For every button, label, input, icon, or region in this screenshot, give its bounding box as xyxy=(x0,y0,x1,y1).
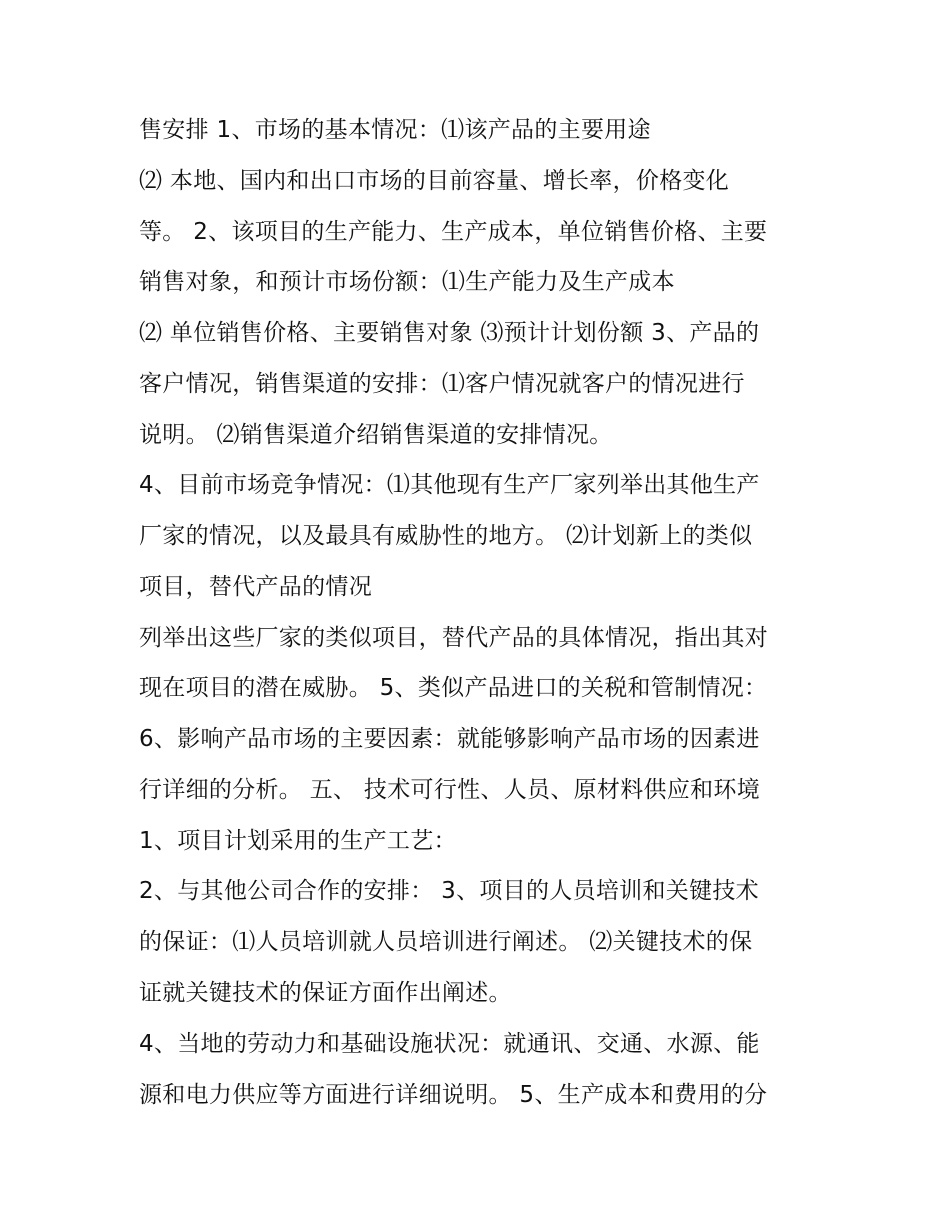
text-line: 2、与其他公司合作的安排： 3、项目的人员培训和关键技术 xyxy=(139,878,759,904)
text-line: 现在项目的潜在威胁。 5、类似产品进口的关税和管制情况： xyxy=(139,675,768,701)
text-line: 的保证：⑴人员培训就人员培训进行阐述。 ⑵关键技术的保 xyxy=(139,929,753,955)
text-line: 证就关键技术的保证方面作出阐述。 xyxy=(139,980,512,1006)
text-line: 4、当地的劳动力和基础设施状况：就通讯、交通、水源、能 xyxy=(139,1031,760,1057)
text-line: 等。 2、该项目的生产能力、生产成本，单位销售价格、主要 xyxy=(139,219,768,245)
text-line: 销售对象，和预计市场份额：⑴生产能力及生产成本 xyxy=(139,269,675,295)
text-line: 厂家的情况，以及最具有威胁性的地方。 ⑵计划新上的类似 xyxy=(139,523,753,549)
text-line: 售安排 1、市场的基本情况：⑴该产品的主要用途 xyxy=(139,117,651,143)
text-line: 源和电力供应等方面进行详细说明。 5、生产成本和费用的分 xyxy=(139,1082,768,1108)
text-line: 项目，替代产品的情况 xyxy=(139,574,372,600)
text-line: 4、目前市场竞争情况：⑴其他现有生产厂家列举出其他生产 xyxy=(139,472,760,498)
text-line: ⑵ 本地、国内和出口市场的目前容量、增长率，价格变化 xyxy=(139,168,730,194)
text-line: 行详细的分析。 五、 技术可行性、人员、原材料供应和环境 xyxy=(139,777,761,803)
text-line: 6、影响产品市场的主要因素：就能够影响产品市场的因素进 xyxy=(139,726,760,752)
text-line: 说明。 ⑵销售渠道介绍销售渠道的安排情况。 xyxy=(139,422,613,448)
text-line: 1、项目计划采用的生产工艺： xyxy=(139,828,457,854)
text-line: ⑵ 单位销售价格、主要销售对象 ⑶预计计划份额 3、产品的 xyxy=(139,320,760,346)
text-line: 客户情况，销售渠道的安排：⑴客户情况就客户的情况进行 xyxy=(139,371,745,397)
text-line: 列举出这些厂家的类似项目，替代产品的具体情况，指出其对 xyxy=(139,625,769,651)
